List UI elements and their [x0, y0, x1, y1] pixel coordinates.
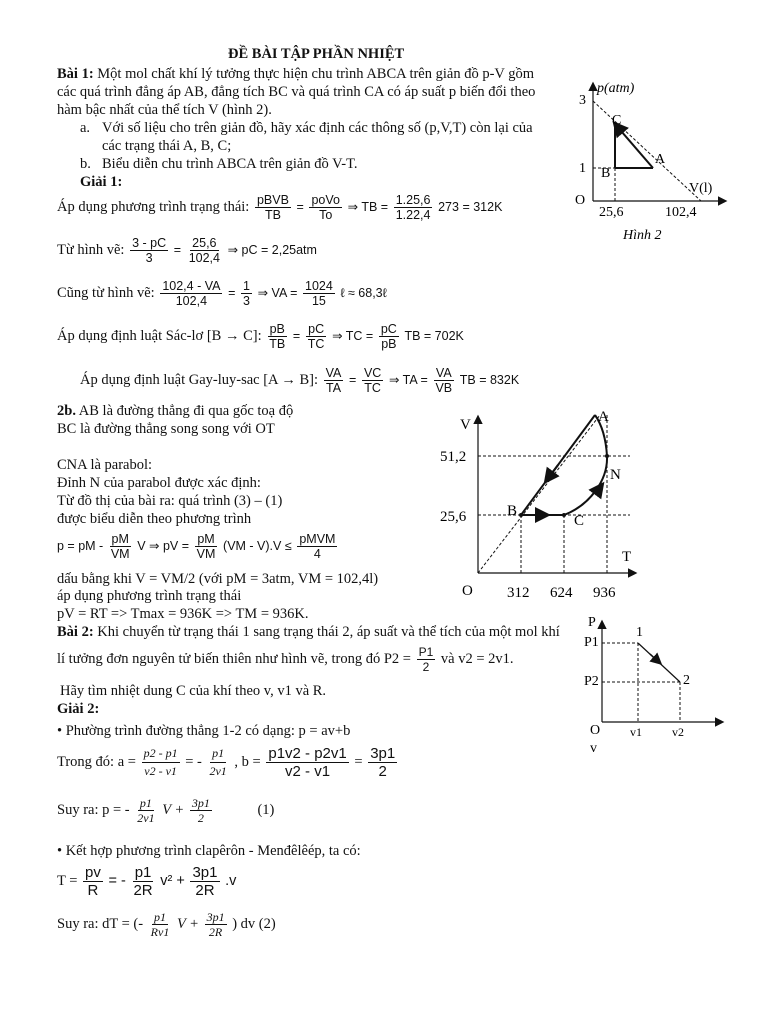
sol2b-t8: áp dụng phương trình trạng thái	[57, 588, 242, 604]
eq-sign: =	[173, 242, 182, 257]
frac-num: p1	[134, 864, 152, 881]
frac-den: VB	[435, 381, 453, 395]
bai2-line1	[57, 624, 560, 641]
frac	[324, 366, 344, 395]
frac-num: 1024	[305, 279, 333, 293]
vt-diagram	[430, 405, 645, 605]
sol1-line2	[57, 236, 317, 265]
frac-num: 3p1	[370, 745, 396, 762]
frac-den: 102,4	[175, 294, 208, 308]
point-b: B	[507, 503, 518, 519]
tick-p1: P1	[584, 635, 599, 650]
x-axis-label: v	[590, 741, 597, 756]
frac-den: 3	[243, 294, 250, 308]
frac	[142, 745, 180, 780]
point-b-dot	[519, 513, 523, 517]
eq-sign: =	[296, 199, 304, 214]
dashed-diagonal	[593, 101, 701, 201]
frac-den: 2R	[133, 882, 153, 899]
frac-num: pMVM	[299, 532, 336, 546]
tick-v51: 51,2	[440, 449, 467, 465]
pv-diagram	[565, 76, 730, 246]
eq-part: ) dv (2)	[232, 915, 276, 932]
frac-num: VA	[325, 366, 342, 380]
bai1-b-label: b.	[80, 156, 91, 172]
frac-den: 2R	[195, 882, 215, 899]
implies: ⇒ TC =	[332, 328, 374, 343]
y-axis-label: P	[588, 615, 596, 630]
frac-den: TB	[264, 208, 281, 222]
frac-den: v2 - v1	[144, 764, 177, 778]
frac	[241, 279, 252, 308]
frac	[362, 366, 383, 395]
page-title: ĐỀ BÀI TẬP PHẦN NHIỆT	[228, 46, 405, 62]
frac	[149, 910, 172, 939]
eq-sign: =	[354, 753, 363, 770]
frac-den: 2v1	[137, 811, 155, 825]
tick-v25: 25,6	[440, 509, 467, 525]
bai2-line-T	[57, 864, 236, 899]
frac	[267, 322, 287, 351]
eq-sign: =	[228, 285, 236, 300]
bai1-label: Bài 1:	[57, 66, 94, 82]
frac	[255, 193, 291, 222]
frac	[309, 193, 342, 222]
point-b: B	[601, 166, 611, 181]
frac-den: 2v1	[209, 764, 227, 778]
sol2b-t2: BC là đường thẳng song song với OT	[57, 421, 275, 437]
bai2-label: Bài 2:	[57, 624, 94, 640]
bai1-text3: hàm bậc nhất của thể tích V (hình 2).	[57, 102, 272, 118]
sol1-line3	[57, 279, 387, 308]
bai2-line2	[57, 645, 514, 674]
frac-num: p1	[210, 745, 226, 763]
frac-num: 3p1	[192, 864, 218, 881]
bai2-l2-b: , b =	[234, 753, 261, 770]
frac	[368, 745, 397, 780]
sol2b-t9: pV = RT => Tmax = 936K => TM = 936K.	[57, 606, 309, 622]
y-axis-label: p(atm)	[597, 81, 635, 96]
sol2b-t3: CNA là parabol:	[57, 457, 153, 473]
giai1-heading: Giải 1:	[80, 174, 123, 190]
tick-x2: 102,4	[665, 205, 697, 220]
point-n: N	[610, 467, 621, 483]
sol1-l5-prefix: Áp dụng định luật Gay-luy-sac [A → B]:	[80, 371, 319, 388]
bai2-t2b: và v2 = 2v1.	[440, 650, 514, 667]
result: ⇒ pC = 2,25atm	[227, 242, 317, 257]
eq-part: v² +	[160, 872, 185, 889]
frac-num: VC	[363, 366, 382, 380]
sol2b-t7: dấu bằng khi V = VM/2 (với pM = 3atm, VM = 102,4l)	[57, 571, 379, 587]
result: TB = 702K	[404, 328, 464, 343]
frac-num: 1.25,6	[395, 193, 431, 207]
eq-part: (VM - V).V ≤	[223, 538, 292, 553]
frac-den: TB	[269, 337, 286, 351]
x-axis-label: V(l)	[689, 181, 713, 196]
result: 273 = 312K	[438, 199, 503, 214]
point-a: A	[655, 152, 666, 167]
frac	[205, 910, 227, 939]
eq-part: p = pM -	[57, 538, 104, 553]
bai2-b2: Kết hợp phương trình clapêrôn - Menđêlêép, ta có:	[65, 843, 361, 859]
sol2b-t5: Từ đồ thị của bài ra: quá trình (3) – (1)	[57, 493, 283, 509]
dashed-origin-line	[478, 415, 600, 573]
frac-den: TA	[325, 381, 342, 395]
tick-x1: 25,6	[599, 205, 624, 220]
bai2-bullet1	[57, 723, 350, 740]
bai2-t1: Khi chuyển từ trạng thái 1 sang trạng thái 2, áp suất và thể tích của một mol khí	[97, 624, 560, 640]
point-n-dot	[605, 454, 609, 458]
bai2-l5-prefix: Suy ra: dT = (-	[57, 915, 144, 932]
frac-num: pv	[85, 864, 101, 881]
bai2-l3-prefix: Suy ra: p = -	[57, 801, 130, 818]
frac	[266, 745, 348, 780]
implies: ⇒ VA =	[257, 285, 298, 300]
bai2-t2a: lí tưởng đơn nguyên tử biến thiên như hình vẽ, trong đó P2 =	[57, 650, 411, 667]
frac-den: 15	[311, 294, 326, 308]
frac	[190, 864, 219, 899]
bai2-l2-prefix: Trong đó: a =	[57, 753, 136, 770]
point-a: A	[598, 409, 609, 425]
bai2-t3: Hãy tìm nhiệt dung C của khí theo v, v1 và R.	[60, 683, 327, 699]
frac	[417, 645, 436, 674]
equation-number: (1)	[257, 801, 275, 818]
tick-y1: 1	[579, 161, 586, 176]
sol1-line5	[80, 366, 519, 395]
frac-num: 102,4 - VA	[162, 279, 221, 293]
implies: ⇒ TB =	[347, 199, 389, 214]
frac-den: VM	[110, 547, 130, 561]
bai1-b-text: Biểu diễn chu trình ABCA trên giản đồ V-T.	[102, 156, 358, 172]
eq-part: V +	[162, 801, 185, 818]
frac-num: p2 - p1	[142, 745, 180, 763]
tick-p2: P2	[584, 674, 599, 689]
p-v-diagram-bai2	[580, 612, 730, 757]
frac-num: pM	[111, 532, 129, 546]
frac-num: VA	[435, 366, 452, 380]
frac	[130, 236, 168, 265]
tick-t312: 312	[507, 585, 530, 601]
sol1-l1-prefix: Áp dụng phương trình trạng thái:	[57, 198, 250, 215]
frac	[303, 279, 335, 308]
frac-num: p1	[154, 910, 166, 924]
eq-sign: = -	[185, 753, 202, 770]
point-c-dot	[562, 513, 566, 517]
eq-part: V +	[176, 915, 199, 932]
process-ca	[615, 124, 653, 168]
sol2b-t1: AB là đường thẳng đi qua gốc toạ độ	[78, 403, 294, 419]
frac-num: 3 - pC	[132, 236, 167, 250]
frac-den: 2	[197, 811, 204, 825]
frac	[207, 745, 228, 780]
frac-num: 25,6	[192, 236, 217, 250]
bai2-line-p	[57, 796, 274, 825]
frac-den: 1.22,4	[395, 208, 431, 222]
frac	[379, 322, 399, 351]
sol2b-label: 2b.	[57, 403, 76, 419]
bai2-b1: Phường trình đường thẳng 1-2 có dạng: p = av+b	[65, 723, 351, 739]
sol1-line4	[57, 322, 464, 351]
giai2-heading: Giải 2:	[57, 701, 100, 717]
sol1-l4-prefix: Áp dụng định luật Sác-lơ [B → C]:	[57, 327, 262, 344]
frac-den: 3	[145, 251, 153, 265]
frac-num: P1	[418, 645, 434, 659]
bai1-a-text2: các trạng thái A, B, C;	[102, 138, 232, 154]
frac-num: p1	[139, 796, 152, 810]
frac-den: v2 - v1	[285, 763, 331, 780]
frac-den: TC	[307, 337, 325, 351]
frac	[394, 193, 433, 222]
frac	[109, 532, 132, 561]
sol1-line1	[57, 193, 502, 222]
tick-v1: v1	[630, 725, 642, 739]
frac-num: pB	[269, 322, 285, 336]
tick-t624: 624	[550, 585, 573, 601]
frac-num: pM	[197, 532, 215, 546]
bai1-text2: các quá trình đẳng áp AB, đẳng tích BC và quá trình CA có áp suất p biến đổi theo	[57, 84, 536, 100]
tick-v2: v2	[672, 725, 684, 739]
frac-den: R	[87, 882, 99, 899]
frac-den: To	[319, 208, 333, 222]
frac-num: poVo	[311, 193, 340, 207]
point-c: C	[574, 513, 585, 529]
bai1-text1: Một mol chất khí lý tưởng thực hiện chu trình ABCA trên giản đồ p-V gồm	[97, 66, 535, 82]
frac-num: 3p1	[191, 796, 210, 810]
frac-num: 1	[243, 279, 250, 293]
eq-part: V ⇒ pV =	[137, 538, 190, 553]
frac	[433, 366, 454, 395]
origin-label: O	[590, 723, 601, 738]
y-axis-label: V	[460, 417, 471, 433]
frac	[160, 279, 222, 308]
eq-part: .v	[225, 872, 237, 889]
frac-num: p1v2 - p2v1	[268, 745, 347, 762]
bai2-line-ab	[57, 745, 399, 780]
frac-num: pBVB	[256, 193, 289, 207]
sol1-l3-prefix: Cũng từ hình vẽ:	[57, 284, 155, 301]
frac	[83, 864, 103, 899]
bai1-a-label: a.	[80, 120, 91, 136]
origin-label: O	[462, 583, 473, 599]
frac-num: 3p1	[206, 910, 225, 924]
eq-sign: =	[292, 328, 301, 343]
arrow-ab	[546, 465, 558, 481]
origin-label: O	[575, 193, 586, 208]
bullet-icon: •	[57, 843, 63, 859]
frac-den: 2	[378, 763, 387, 780]
bullet-icon: •	[57, 723, 63, 739]
frac	[135, 796, 156, 825]
sol2b-equation	[57, 532, 339, 561]
frac	[187, 236, 222, 265]
arrow-12	[650, 654, 660, 663]
result: TB = 832K	[459, 372, 520, 387]
sol2b-line1	[57, 403, 293, 420]
frac-den: TC	[364, 381, 381, 395]
bai2-bullet2	[57, 843, 361, 860]
frac-num: pC	[308, 322, 325, 336]
bai1-a-text1: Với số liệu cho trên giản đồ, hãy xác định các thông số (p,V,T) còn lại của	[102, 120, 533, 136]
implies: ⇒ TA =	[388, 372, 428, 387]
frac-den: 102,4	[188, 251, 220, 265]
eq-sign: = -	[108, 872, 126, 889]
eq-sign: =	[349, 372, 357, 387]
point-1: 1	[636, 625, 643, 640]
figure-caption: Hình 2	[623, 228, 662, 243]
sol1-l2-prefix: Từ hình vẽ:	[57, 241, 125, 258]
frac	[131, 864, 154, 899]
frac-den: VM	[196, 547, 216, 561]
tick-y3: 3	[579, 93, 586, 108]
bai2-l4-prefix: T =	[57, 872, 78, 889]
bai2-line-dT	[57, 910, 276, 939]
frac-den: 2R	[208, 925, 223, 939]
frac-num: pC	[380, 322, 397, 336]
frac-den: 4	[313, 547, 321, 561]
x-axis-label: T	[622, 549, 632, 565]
frac-den: pB	[381, 337, 397, 351]
frac	[195, 532, 218, 561]
frac-den: 2	[422, 660, 430, 674]
sol2b-t6: được biểu diễn theo phương trình	[57, 511, 252, 527]
tick-t936: 936	[593, 585, 616, 601]
point-c: C	[612, 113, 622, 128]
frac	[297, 532, 337, 561]
result: ℓ ≈ 68,3ℓ	[340, 285, 387, 300]
frac-den: Rv1	[150, 925, 170, 939]
frac	[306, 322, 327, 351]
frac	[190, 796, 212, 825]
point-2: 2	[683, 673, 690, 688]
bai1-line1	[57, 66, 534, 83]
process-cna	[564, 415, 607, 515]
sol2b-t4: Đỉnh N của parabol được xác định:	[57, 475, 261, 491]
